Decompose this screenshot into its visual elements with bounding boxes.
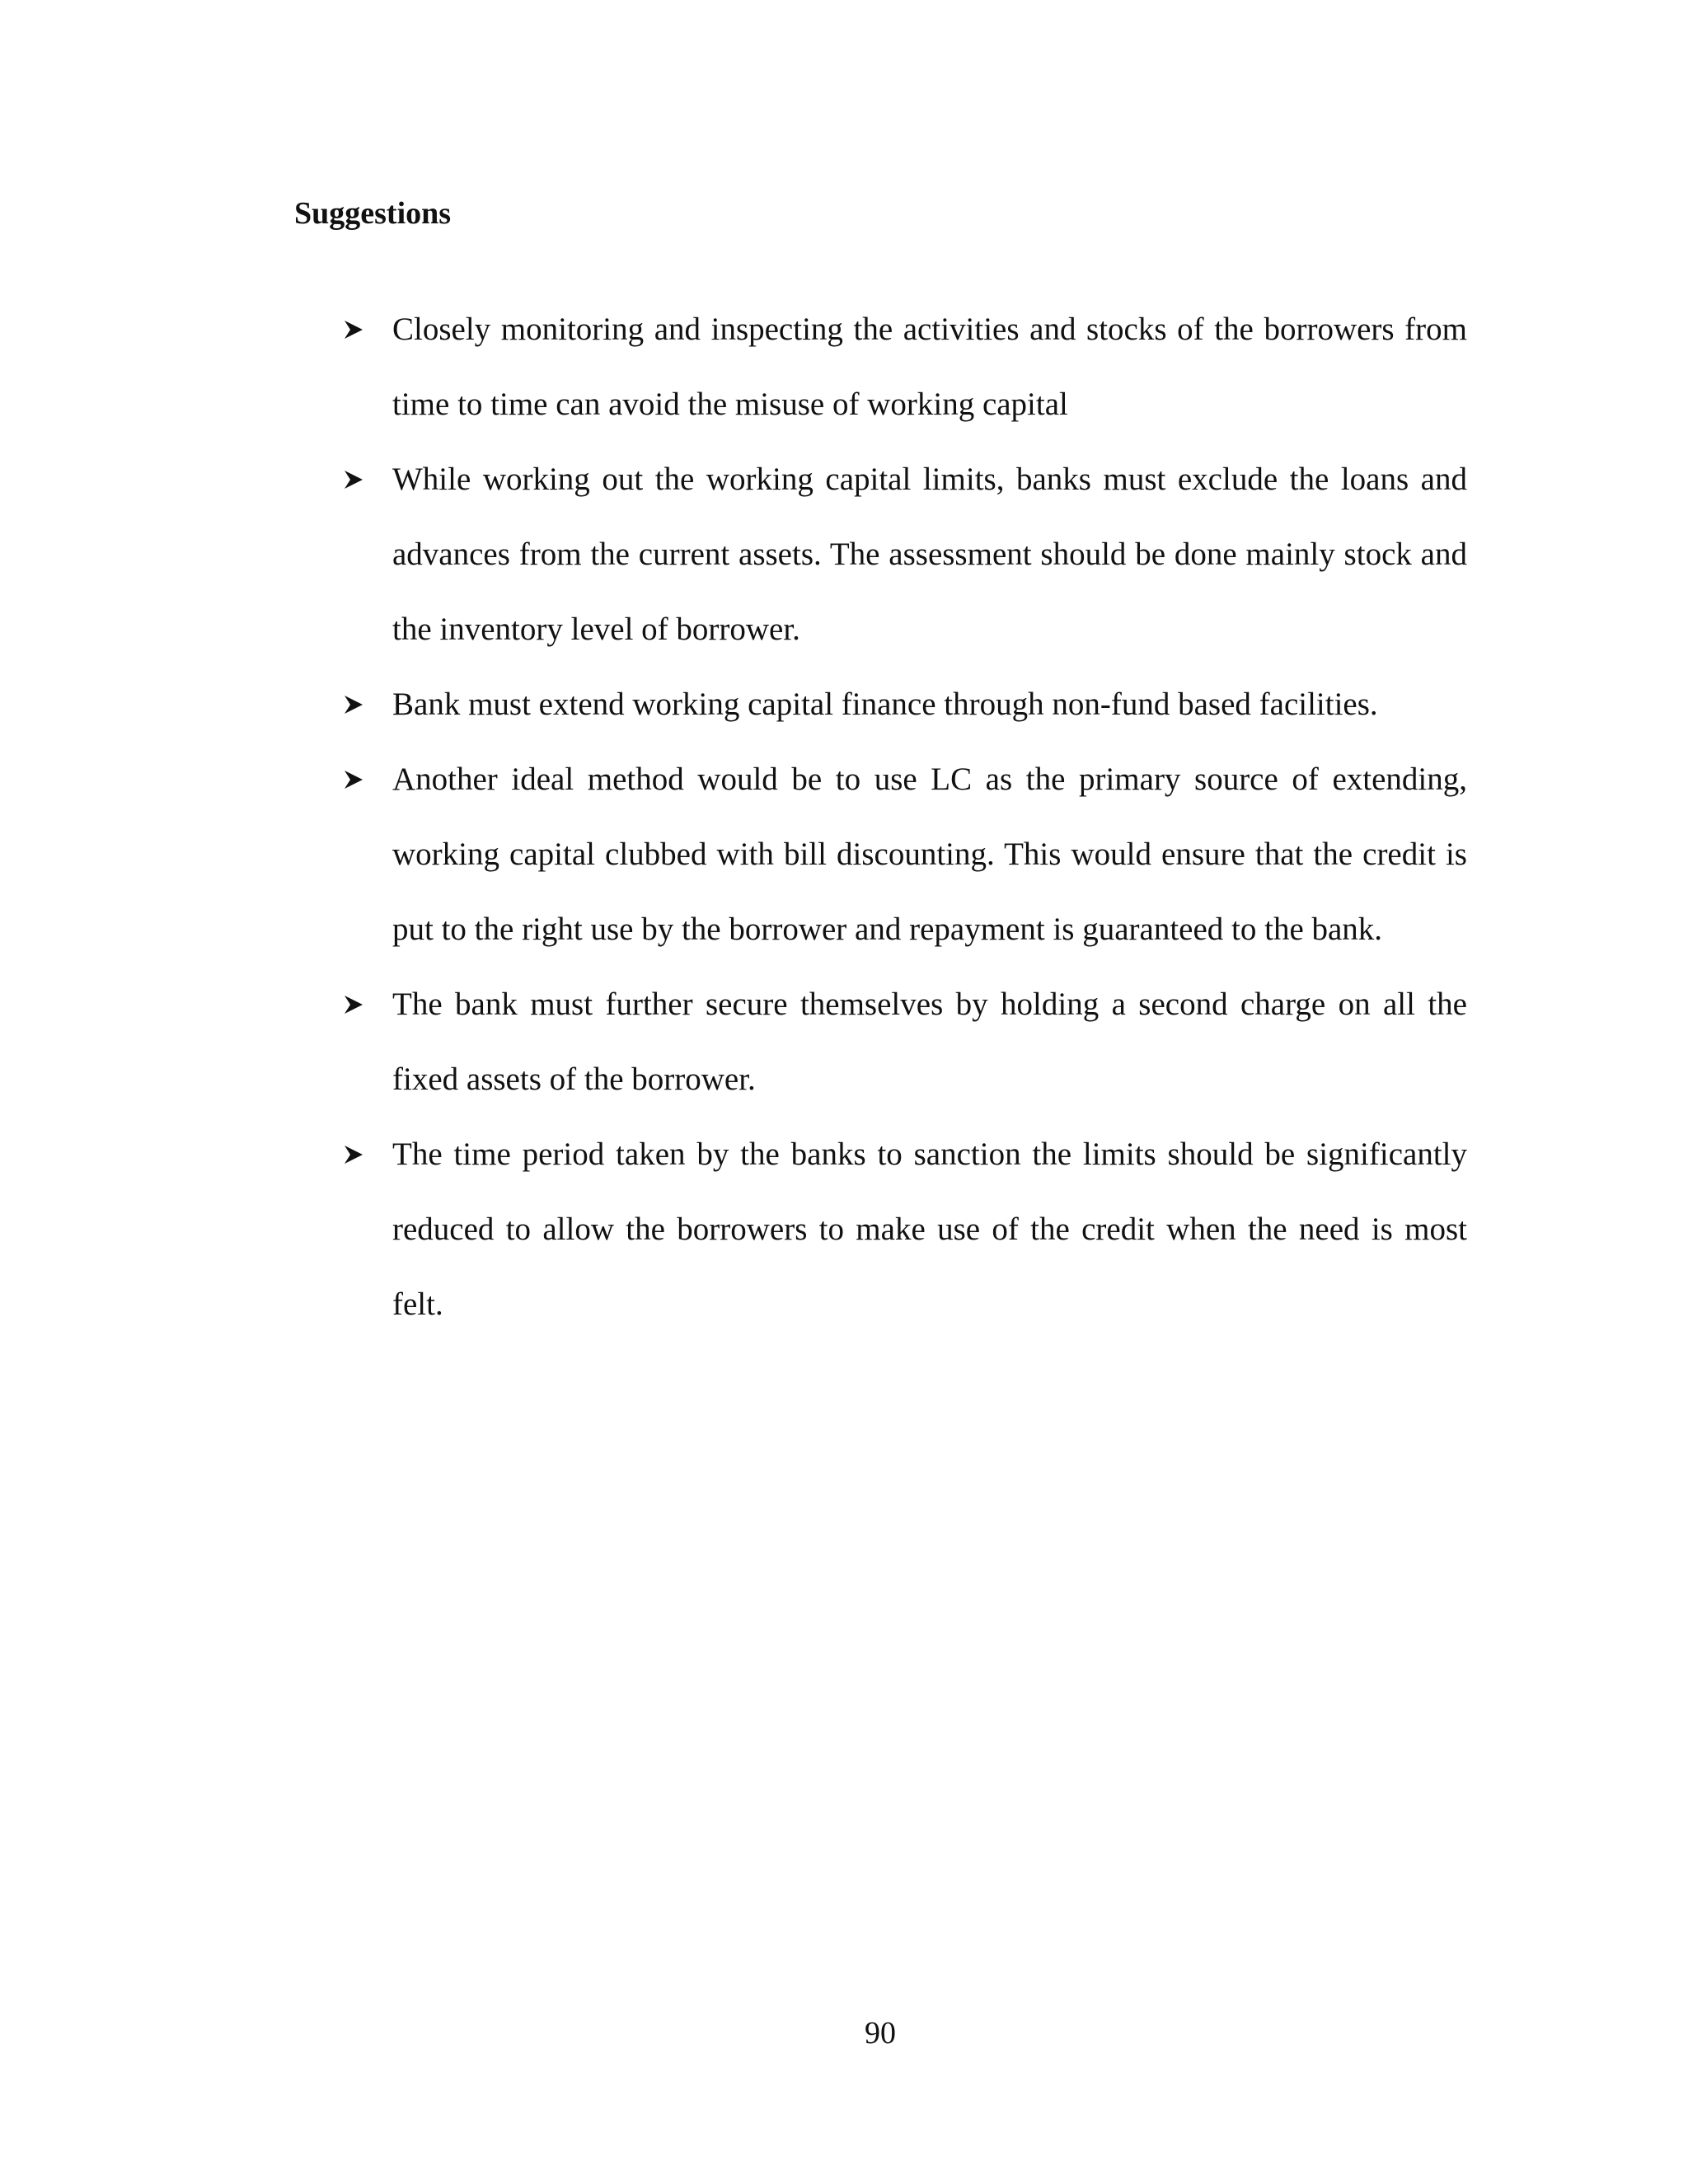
list-item-text: Closely monitoring and inspecting the activities and stocks of the borrowers from time to time can avoid the misuse of working capital bbox=[392, 312, 1467, 422]
arrowhead-bullet-icon bbox=[341, 1117, 366, 1192]
list-item bbox=[392, 292, 1467, 442]
list-item bbox=[392, 967, 1467, 1117]
arrowhead-bullet-icon bbox=[341, 442, 366, 517]
list-item bbox=[392, 442, 1467, 667]
list-item bbox=[392, 742, 1467, 967]
arrowhead-bullet-icon bbox=[341, 292, 366, 367]
page-number: 90 bbox=[865, 2016, 896, 2050]
list-item-text: Bank must extend working capital finance through non-fund based facilities. bbox=[392, 687, 1378, 722]
list-item-text: While working out the working capital limits, banks must exclude the loans and advances from the current assets. The assessment should be done mainly stock and the inventory level of borrower. bbox=[392, 462, 1467, 647]
list-item bbox=[392, 1117, 1467, 1342]
list-item bbox=[392, 667, 1467, 742]
list-item-text: The bank must further secure themselves by holding a second charge on all the fixed assets of the borrower. bbox=[392, 987, 1467, 1097]
list-item-text: Another ideal method would be to use LC as the primary source of extending, working capital clubbed with bill discounting. This would ensure that the credit is put to the right use by the borrower and repayment is guaranteed to the bank. bbox=[392, 762, 1467, 947]
suggestions-list bbox=[392, 292, 1467, 1342]
arrowhead-bullet-icon bbox=[341, 967, 366, 1042]
arrowhead-bullet-icon bbox=[341, 667, 366, 742]
arrowhead-bullet-icon bbox=[341, 742, 366, 817]
section-heading: Suggestions bbox=[294, 196, 452, 231]
list-item-text: The time period taken by the banks to sanction the limits should be significantly reduced to allow the borrowers to make use of the credit when the need is most felt. bbox=[392, 1137, 1467, 1322]
